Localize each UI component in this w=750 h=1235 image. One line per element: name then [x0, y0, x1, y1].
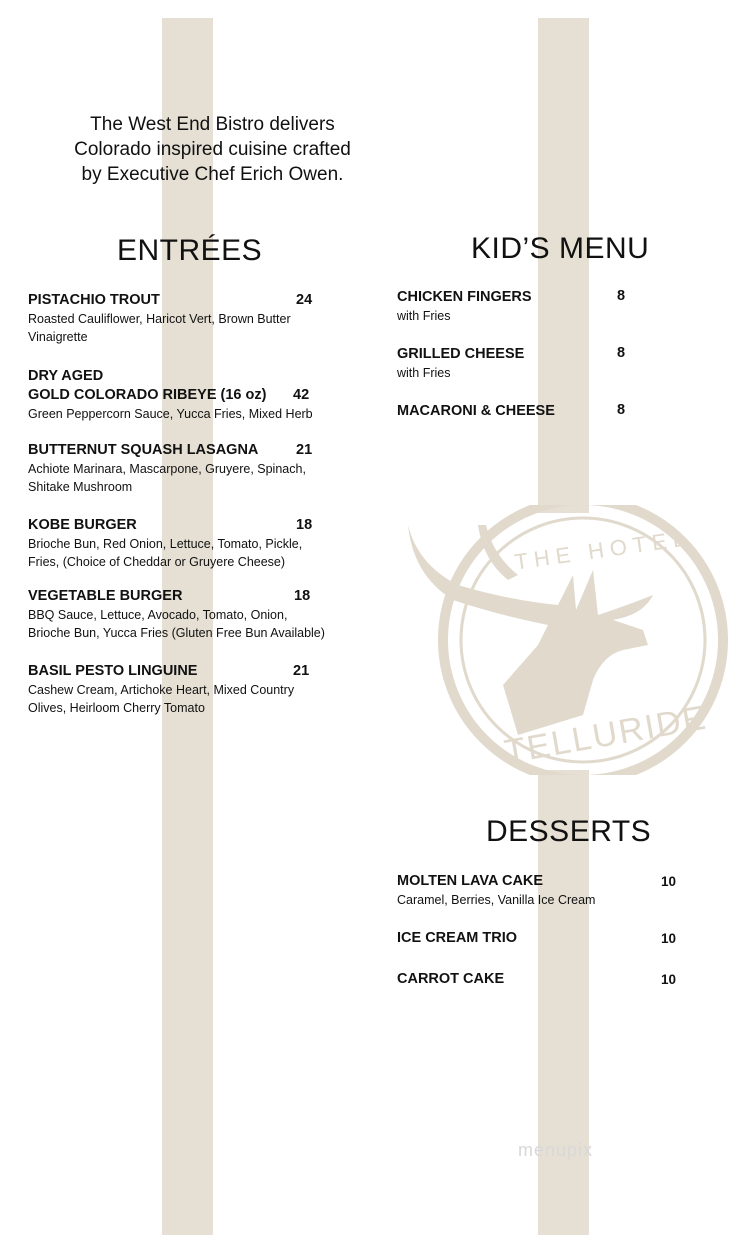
entree-name: BUTTERNUT SQUASH LASAGNA	[28, 442, 259, 458]
kids-item-description: with Fries	[397, 309, 451, 323]
dessert-item	[397, 872, 595, 909]
entrees-heading: ENTRÉES	[117, 234, 263, 267]
kids-menu-item	[397, 288, 532, 325]
entree-description: BBQ Sauce, Lettuce, Avocado, Tomato, Onion,	[28, 608, 288, 622]
kids-item-name: GRILLED CHEESE	[397, 346, 525, 362]
intro-text	[20, 112, 405, 187]
entree-price: 18	[296, 517, 313, 533]
entree-price: 24	[296, 292, 313, 308]
entree-description: Fries, (Choice of Cheddar or Gruyere Cheese)	[28, 555, 286, 569]
entree-description: Shitake Mushroom	[28, 480, 133, 494]
kids-item-price: 8	[617, 345, 626, 361]
entree-price: 21	[296, 442, 313, 458]
dessert-price: 10	[661, 874, 677, 889]
entree-name: BASIL PESTO LINGUINE	[28, 663, 198, 679]
entree-name: DRY AGED	[28, 368, 104, 384]
dessert-item	[397, 929, 517, 948]
entree-description: Olives, Heirloom Cherry Tomato	[28, 701, 205, 715]
hotel-telluride-elk-logo	[398, 505, 728, 775]
logo-bottom-text: TELLURIDE	[501, 698, 711, 772]
kids-item-name: MACARONI & CHEESE	[397, 403, 555, 419]
kids-menu-item	[397, 345, 524, 382]
dessert-price: 10	[661, 931, 677, 946]
entree-name: GOLD COLORADO RIBEYE (16 oz)	[28, 387, 267, 403]
dessert-name: CARROT CAKE	[397, 971, 505, 987]
dessert-name: MOLTEN LAVA CAKE	[397, 873, 544, 889]
entree-name: PISTACHIO TROUT	[28, 292, 160, 308]
dessert-description: Caramel, Berries, Vanilla Ice Cream	[397, 893, 596, 907]
dessert-price: 10	[661, 972, 677, 987]
dessert-item	[397, 970, 504, 989]
entree-price: 42	[293, 387, 310, 403]
kids-item-price: 8	[617, 402, 626, 418]
kids-menu-heading: KID’S MENU	[471, 232, 650, 265]
entree-description: Achiote Marinara, Mascarpone, Gruyere, Spinach,	[28, 462, 306, 476]
kids-menu-item	[397, 402, 555, 421]
watermark: menupix	[518, 1140, 594, 1160]
entree-description: Green Peppercorn Sauce, Yucca Fries, Mixed Herb	[28, 407, 313, 421]
entree-price: 18	[294, 588, 311, 604]
kids-item-description: with Fries	[397, 366, 451, 380]
entree-description: Vinaigrette	[28, 330, 88, 344]
kids-item-price: 8	[617, 288, 626, 304]
intro-line: The West End Bistro delivers	[90, 114, 335, 135]
dessert-name: ICE CREAM TRIO	[397, 930, 518, 946]
entree-description: Roasted Cauliflower, Haricot Vert, Brown Butter	[28, 312, 291, 326]
logo-top-text: THE HOTEL	[512, 525, 693, 575]
entree-name: KOBE BURGER	[28, 517, 137, 533]
kids-item-name: CHICKEN FINGERS	[397, 289, 532, 305]
entree-price: 21	[293, 663, 310, 679]
entree-description: Brioche Bun, Red Onion, Lettuce, Tomato, Pickle,	[28, 537, 303, 551]
desserts-heading: DESSERTS	[486, 815, 652, 848]
intro-line: by Executive Chef Erich Owen.	[81, 164, 344, 185]
entree-description: Cashew Cream, Artichoke Heart, Mixed Country	[28, 683, 295, 697]
intro-line: Colorado inspired cuisine crafted	[74, 139, 351, 160]
entree-name: VEGETABLE BURGER	[28, 588, 183, 604]
entree-description: Brioche Bun, Yucca Fries (Gluten Free Bun Available)	[28, 626, 325, 640]
